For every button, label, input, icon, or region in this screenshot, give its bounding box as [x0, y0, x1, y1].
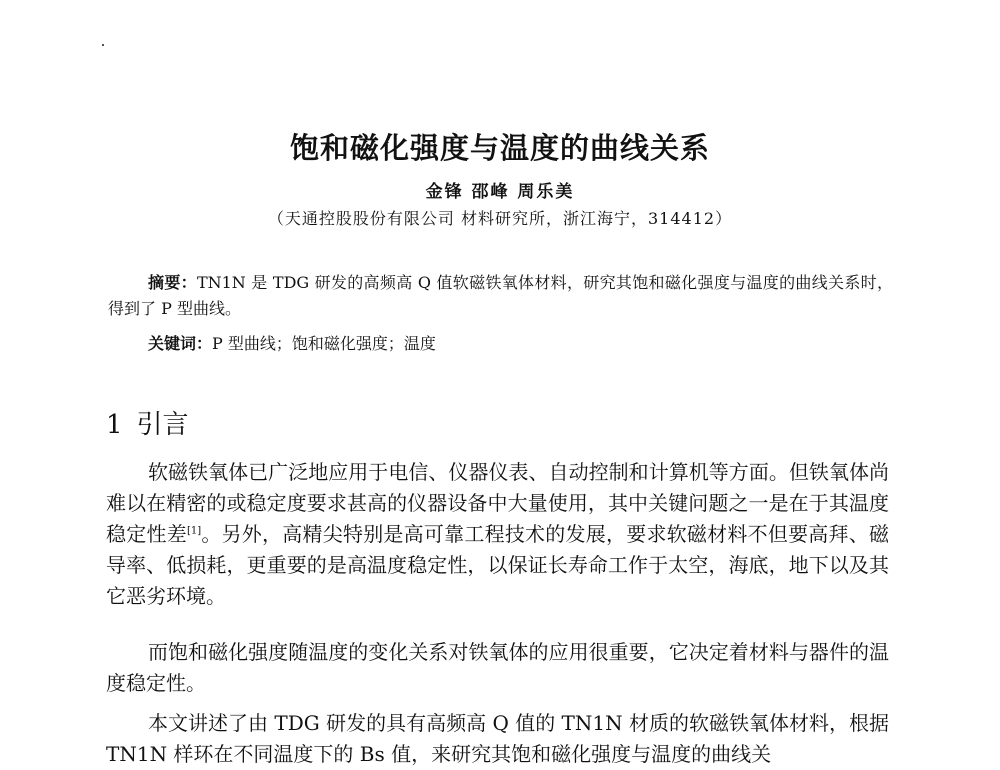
paper-title: 饱和磁化强度与温度的曲线关系	[289, 131, 710, 165]
body-paragraph-1	[106, 457, 889, 612]
keywords-text: P 型曲线；饱和磁化强度；温度	[212, 334, 436, 353]
keywords-label: 关键词：	[148, 334, 213, 353]
author-affiliation: （天通控股股份有限公司 材料研究所，浙江海宁，314412）	[267, 209, 733, 228]
paragraph-text: 。另外，高精尖特别是高可靠工程技术的发展，要求软磁材料不但要高拜、磁导率、低损耗，更重要的是高温度稳定性，以保证长寿命工作于太空，海底，地下以及其它恶劣环境。	[106, 522, 890, 608]
citation-ref: [1]	[186, 525, 202, 537]
author-list: 金锋 邵峰 周乐美	[425, 182, 575, 202]
keywords	[148, 331, 893, 357]
section-title: 引言	[136, 410, 189, 440]
abstract-label: 摘要：	[148, 273, 197, 292]
body-paragraph-2: 而饱和磁化强度随温度的变化关系对铁氧体的应用很重要，它决定着材料与器件的温度稳定性。	[106, 640, 889, 695]
scan-speck	[102, 44, 104, 46]
abstract-text: TN1N 是 TDG 研发的高频高 Q 值软磁铁氧体材料，研究其饱和磁化强度与温度的曲线关系时，得到了 P 型曲线。	[108, 273, 893, 318]
paragraph-text: 软磁铁氧体已广泛地应用于电信、仪器仪表、自动控制和计算机等方面。但铁氧体尚难以在精密的或稳定度要求甚高的仪器设备中大量使用，其中关键问题之一是在于其温度稳定性差	[106, 460, 889, 546]
abstract	[108, 270, 893, 322]
body-paragraph-3: 本文讲述了由 TDG 研发的具有高频高 Q 值的 TN1N 材质的软磁铁氧体材料，根据 TN1N 样环在不同温度下的 Bs 值，来研究其饱和磁化强度与温度的曲线关	[106, 711, 889, 766]
section-heading	[106, 404, 189, 441]
section-number: 1	[106, 410, 123, 440]
